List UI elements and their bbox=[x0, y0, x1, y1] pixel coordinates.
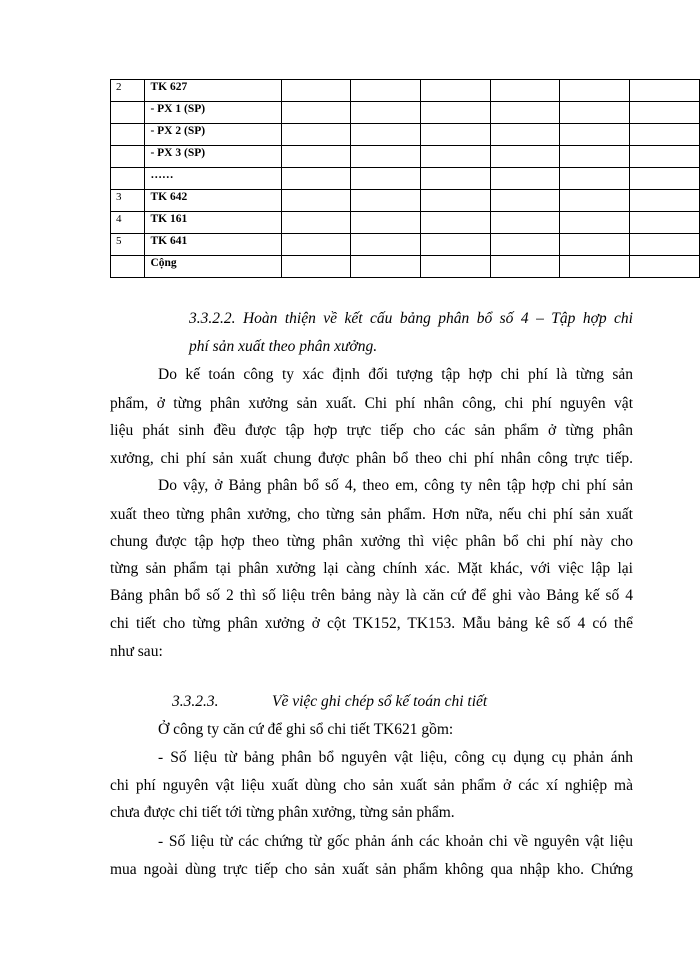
empty-value-cell bbox=[420, 80, 490, 102]
empty-value-cell bbox=[560, 190, 630, 212]
empty-value-cell bbox=[420, 146, 490, 168]
account-label-cell: …… bbox=[145, 168, 281, 190]
paragraph2-line: từng sản phẩm tại phân xưởng lại càng chính xác. Mặt khác, với việc lập lại bbox=[110, 560, 633, 577]
paragraph2-line: chi tiết cho từng phân xưởng ở cột TK152, TK153. Mẫu bảng kê số 4 có thể bbox=[110, 615, 633, 632]
empty-value-cell bbox=[560, 256, 630, 278]
account-label-cell: - PX 2 (SP) bbox=[145, 124, 281, 146]
empty-value-cell bbox=[281, 124, 351, 146]
empty-value-cell bbox=[420, 168, 490, 190]
bullet2-line: mua ngoài dùng trực tiếp cho sản xuất sản phẩm không qua nhập kho. Chứng bbox=[110, 861, 633, 878]
allocation-table bbox=[110, 79, 700, 278]
empty-value-cell bbox=[490, 80, 560, 102]
empty-value-cell bbox=[630, 124, 700, 146]
empty-value-cell bbox=[490, 146, 560, 168]
empty-value-cell bbox=[630, 212, 700, 234]
empty-value-cell bbox=[351, 124, 421, 146]
table-row bbox=[111, 80, 700, 102]
section-heading-3-3-2-2-line1: 3.3.2.2. Hoàn thiện về kết cấu bảng phân bổ số 4 – Tập hợp chi bbox=[189, 310, 633, 327]
empty-value-cell bbox=[351, 234, 421, 256]
empty-value-cell bbox=[281, 80, 351, 102]
row-number-cell bbox=[111, 256, 145, 278]
empty-value-cell bbox=[630, 190, 700, 212]
empty-value-cell bbox=[351, 80, 421, 102]
empty-value-cell bbox=[420, 102, 490, 124]
empty-value-cell bbox=[420, 256, 490, 278]
empty-value-cell bbox=[560, 80, 630, 102]
empty-value-cell bbox=[630, 102, 700, 124]
account-label-cell: TK 642 bbox=[145, 190, 281, 212]
empty-value-cell bbox=[490, 234, 560, 256]
empty-value-cell bbox=[560, 168, 630, 190]
paragraph2-line: Bảng phân bổ số 2 thì số liệu trên bảng này là căn cứ để ghi vào Bảng kế số 4 bbox=[110, 587, 633, 604]
table-row bbox=[111, 190, 700, 212]
table-row bbox=[111, 212, 700, 234]
empty-value-cell bbox=[630, 146, 700, 168]
empty-value-cell bbox=[490, 190, 560, 212]
empty-value-cell bbox=[420, 212, 490, 234]
paragraph1-line: phẩm, ở từng phân xưởng sản xuất. Chi phí nhân công, chi phí nguyên vật bbox=[110, 395, 633, 412]
empty-value-cell bbox=[490, 168, 560, 190]
empty-value-cell bbox=[351, 168, 421, 190]
empty-value-cell bbox=[630, 80, 700, 102]
empty-value-cell bbox=[560, 124, 630, 146]
empty-value-cell bbox=[351, 146, 421, 168]
row-number-cell bbox=[111, 168, 145, 190]
bullet1-line: chưa được chi tiết tới từng phân xưởng, từng sản phẩm. bbox=[110, 804, 455, 821]
empty-value-cell bbox=[560, 102, 630, 124]
paragraph2-line: chung được tập hợp theo từng phân xưởng thì việc phân bổ chi phí này cho bbox=[110, 533, 633, 550]
empty-value-cell bbox=[281, 190, 351, 212]
table-row bbox=[111, 168, 700, 190]
table-row bbox=[111, 102, 700, 124]
paragraph1-line: liệu phát sinh đều được tập hợp trực tiếp cho các sản phẩm ở từng phân bbox=[110, 422, 633, 439]
row-number-cell: 5 bbox=[111, 234, 145, 256]
empty-value-cell bbox=[281, 102, 351, 124]
bullet1-line: - Số liệu từ bảng phân bổ nguyên vật liệu, công cụ dụng cụ phản ánh bbox=[158, 749, 633, 766]
empty-value-cell bbox=[630, 234, 700, 256]
empty-value-cell bbox=[630, 256, 700, 278]
paragraph1-line: xưởng, chi phí sản xuất chung được phân bổ theo chi phí nhân công trực tiếp. bbox=[110, 450, 633, 467]
table-row bbox=[111, 124, 700, 146]
empty-value-cell bbox=[351, 256, 421, 278]
empty-value-cell bbox=[420, 190, 490, 212]
empty-value-cell bbox=[351, 190, 421, 212]
account-label-cell: TK 161 bbox=[145, 212, 281, 234]
section-title-3-3-2-3: Về việc ghi chép sổ kế toán chi tiết bbox=[272, 693, 488, 710]
empty-value-cell bbox=[281, 168, 351, 190]
account-label-cell: TK 627 bbox=[145, 80, 281, 102]
empty-value-cell bbox=[281, 234, 351, 256]
table-row bbox=[111, 234, 700, 256]
row-number-cell bbox=[111, 146, 145, 168]
row-number-cell bbox=[111, 102, 145, 124]
empty-value-cell bbox=[490, 212, 560, 234]
row-number-cell: 3 bbox=[111, 190, 145, 212]
empty-value-cell bbox=[420, 234, 490, 256]
account-label-cell: - PX 1 (SP) bbox=[145, 102, 281, 124]
row-number-cell: 4 bbox=[111, 212, 145, 234]
empty-value-cell bbox=[560, 234, 630, 256]
paragraph2-line: xuất theo từng phân xưởng, cho từng sản phẩm. Hơn nữa, nếu chi phí sản xuất bbox=[110, 506, 633, 523]
empty-value-cell bbox=[281, 212, 351, 234]
empty-value-cell bbox=[281, 146, 351, 168]
empty-value-cell bbox=[490, 256, 560, 278]
paragraph2-line: Do vậy, ở Bảng phân bổ số 4, theo em, công ty nên tập hợp chi phí sản bbox=[158, 477, 633, 494]
account-label-cell: TK 641 bbox=[145, 234, 281, 256]
row-number-cell bbox=[111, 124, 145, 146]
table-row bbox=[111, 256, 700, 278]
section-intro: Ở công ty căn cứ để ghi sổ chi tiết TK621 gồm: bbox=[158, 721, 454, 738]
row-number-cell: 2 bbox=[111, 80, 145, 102]
empty-value-cell bbox=[420, 124, 490, 146]
bullet1-line: chi phí nguyên vật liệu xuất dùng cho sản xuất sản phẩm ở các xí nghiệp mà bbox=[110, 777, 633, 794]
empty-value-cell bbox=[490, 124, 560, 146]
account-label-cell: - PX 3 (SP) bbox=[145, 146, 281, 168]
paragraph2-line: như sau: bbox=[110, 643, 163, 660]
paragraph1-line: Do kế toán công ty xác định đối tượng tập hợp chi phí là từng sản bbox=[158, 366, 633, 383]
empty-value-cell bbox=[351, 102, 421, 124]
account-label-cell: Cộng bbox=[145, 256, 281, 278]
empty-value-cell bbox=[630, 168, 700, 190]
bullet2-line: - Số liệu từ các chứng từ gốc phản ánh các khoản chi về nguyên vật liệu bbox=[158, 833, 633, 850]
empty-value-cell bbox=[560, 146, 630, 168]
empty-value-cell bbox=[490, 102, 560, 124]
empty-value-cell bbox=[351, 212, 421, 234]
empty-value-cell bbox=[560, 212, 630, 234]
section-number-3-3-2-3: 3.3.2.3. bbox=[172, 693, 219, 710]
section-heading-3-3-2-2-line2: phí sản xuất theo phân xưởng. bbox=[189, 338, 378, 355]
table-row bbox=[111, 146, 700, 168]
empty-value-cell bbox=[281, 256, 351, 278]
